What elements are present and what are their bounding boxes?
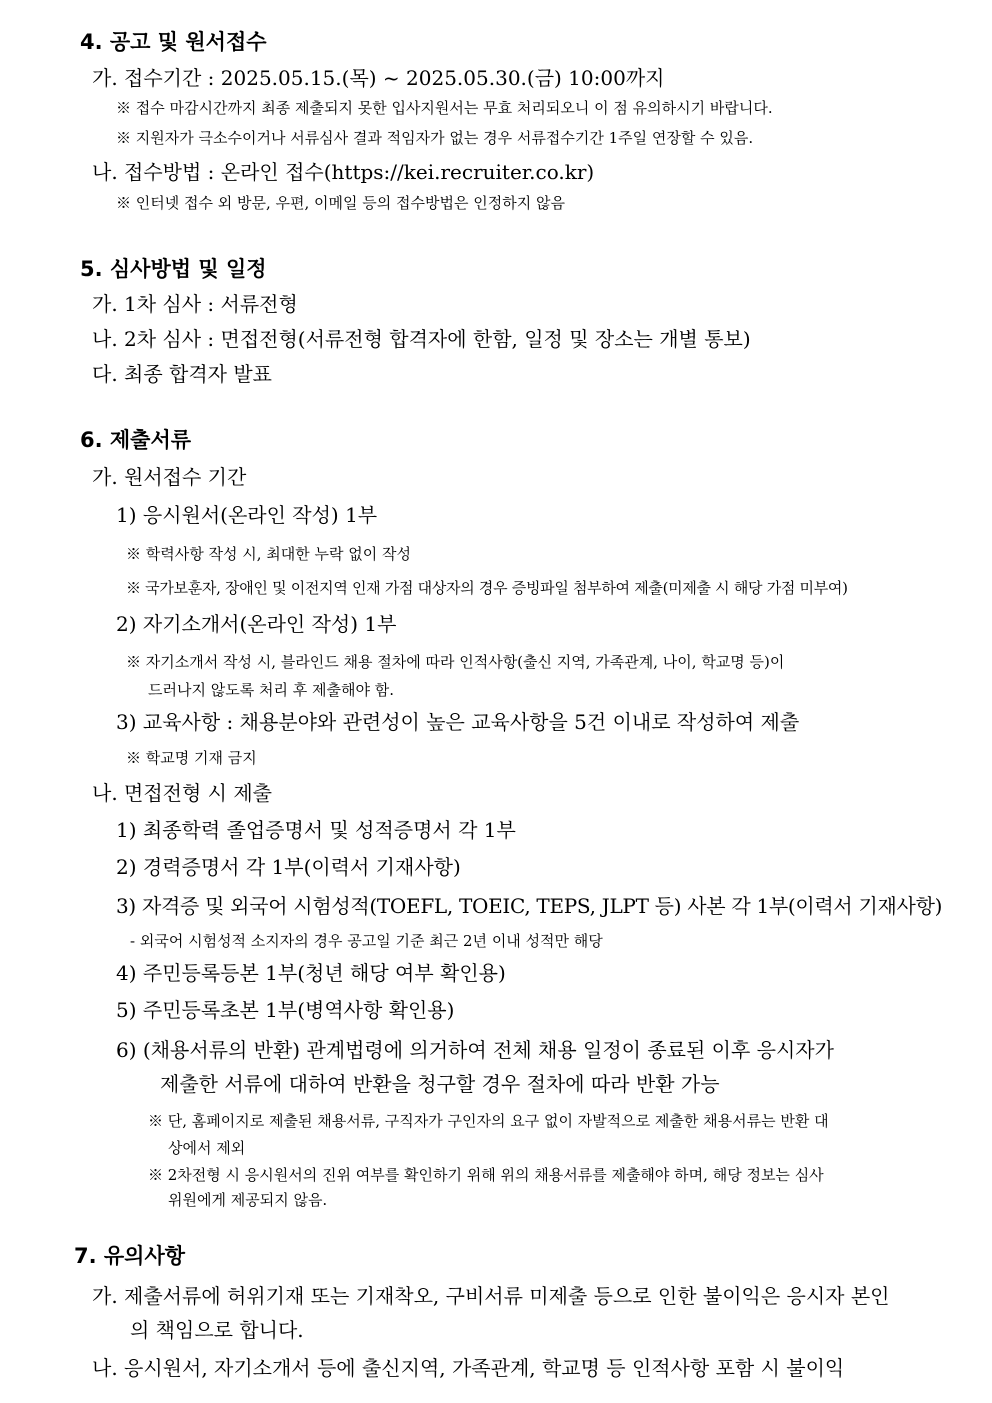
item-resident-abstract: 5) 주민등록초본 1부(병역사항 확인용)	[116, 998, 455, 1022]
item-education-history: 3) 교육사항 : 채용분야와 관련성이 높은 교육사항을 5건 이내로 작성하여 제출	[116, 710, 800, 734]
first-screening: 가. 1차 심사 : 서류전형	[92, 292, 298, 316]
section-5-title: 5. 심사방법 및 일정	[80, 257, 267, 281]
item-self-introduction: 2) 자기소개서(온라인 작성) 1부	[116, 612, 397, 636]
caution-false-statement-1: 가. 제출서류에 허위기재 또는 기재착오, 구비서류 미제출 등으로 인한 불이익은 응시자 본인	[92, 1284, 890, 1308]
note-blind-2: 드러나지 않도록 처리 후 제출해야 함.	[148, 681, 394, 699]
item-application-form: 1) 응시원서(온라인 작성) 1부	[116, 503, 378, 527]
note-education: ※ 학력사항 작성 시, 최대한 누락 없이 작성	[126, 545, 411, 563]
note-return-exception-2: 상에서 제외	[168, 1139, 246, 1157]
note-verification-1: ※ 2차전형 시 응시원서의 진위 여부를 확인하기 위해 위의 채용서류를 제출해야 하며, 해당 정보는 심사	[148, 1166, 824, 1184]
section-4-title: 4. 공고 및 원서접수	[80, 30, 267, 54]
caution-false-statement-2: 의 책임으로 합니다.	[130, 1318, 304, 1342]
note-bonus-points: ※ 국가보훈자, 장애인 및 이전지역 인재 가점 대상자의 경우 증빙파일 첨부하여 제출(미제출 시 해당 가점 미부여)	[126, 579, 848, 597]
item-certifications: 3) 자격증 및 외국어 시험성적(TOEFL, TOEIC, TEPS, JLPT 등) 사본 각 1부(이력서 기재사항)	[116, 894, 943, 918]
note-online-only: ※ 인터넷 접수 외 방문, 우편, 이메일 등의 접수방법은 인정하지 않음	[116, 194, 565, 212]
final-announcement: 다. 최종 합격자 발표	[92, 362, 272, 386]
application-method: 나. 접수방법 : 온라인 접수(https://kei.recruiter.co.kr)	[92, 160, 595, 184]
item-document-return-2: 제출한 서류에 대하여 반환을 청구할 경우 절차에 따라 반환 가능	[160, 1072, 720, 1096]
during-application: 가. 원서접수 기간	[92, 465, 247, 489]
note-return-exception-1: ※ 단, 홈페이지로 제출된 채용서류, 구직자가 구인자의 요구 없이 자발적으로 제출한 채용서류는 반환 대	[148, 1112, 829, 1130]
note-verification-2: 위원에게 제공되지 않음.	[168, 1191, 328, 1209]
note-extension: ※ 지원자가 극소수이거나 서류심사 결과 적임자가 없는 경우 서류접수기간 1주일 연장할 수 있음.	[116, 129, 754, 147]
item-diploma: 1) 최종학력 졸업증명서 및 성적증명서 각 1부	[116, 818, 516, 842]
note-blind-1: ※ 자기소개서 작성 시, 블라인드 채용 절차에 따라 인적사항(출신 지역, 가족관계, 나이, 학교명 등)이	[126, 653, 785, 671]
note-no-school-name: ※ 학교명 기재 금지	[126, 749, 257, 767]
caution-personal-info: 나. 응시원서, 자기소개서 등에 출신지역, 가족관계, 학교명 등 인적사항 포함 시 불이익	[92, 1356, 845, 1380]
application-period: 가. 접수기간 : 2025.05.15.(목) ~ 2025.05.30.(금) 10:00까지	[92, 66, 665, 90]
section-6-title: 6. 제출서류	[80, 428, 192, 452]
item-document-return-1: 6) (채용서류의 반환) 관계법령에 의거하여 전체 채용 일정이 종료된 이후 응시자가	[116, 1038, 834, 1062]
section-7-title: 7. 유의사항	[74, 1244, 186, 1268]
note-deadline: ※ 접수 마감시간까지 최종 제출되지 못한 입사지원서는 무효 처리되오니 이 점 유의하시기 바랍니다.	[116, 99, 773, 117]
item-career-certificate: 2) 경력증명서 각 1부(이력서 기재사항)	[116, 855, 461, 879]
at-interview: 나. 면접전형 시 제출	[92, 781, 272, 805]
note-language-scores: - 외국어 시험성적 소지자의 경우 공고일 기준 최근 2년 이내 성적만 해당	[130, 932, 603, 950]
second-screening: 나. 2차 심사 : 면접전형(서류전형 합격자에 한함, 일정 및 장소는 개별 통보)	[92, 327, 751, 351]
item-resident-register: 4) 주민등록등본 1부(청년 해당 여부 확인용)	[116, 961, 506, 985]
